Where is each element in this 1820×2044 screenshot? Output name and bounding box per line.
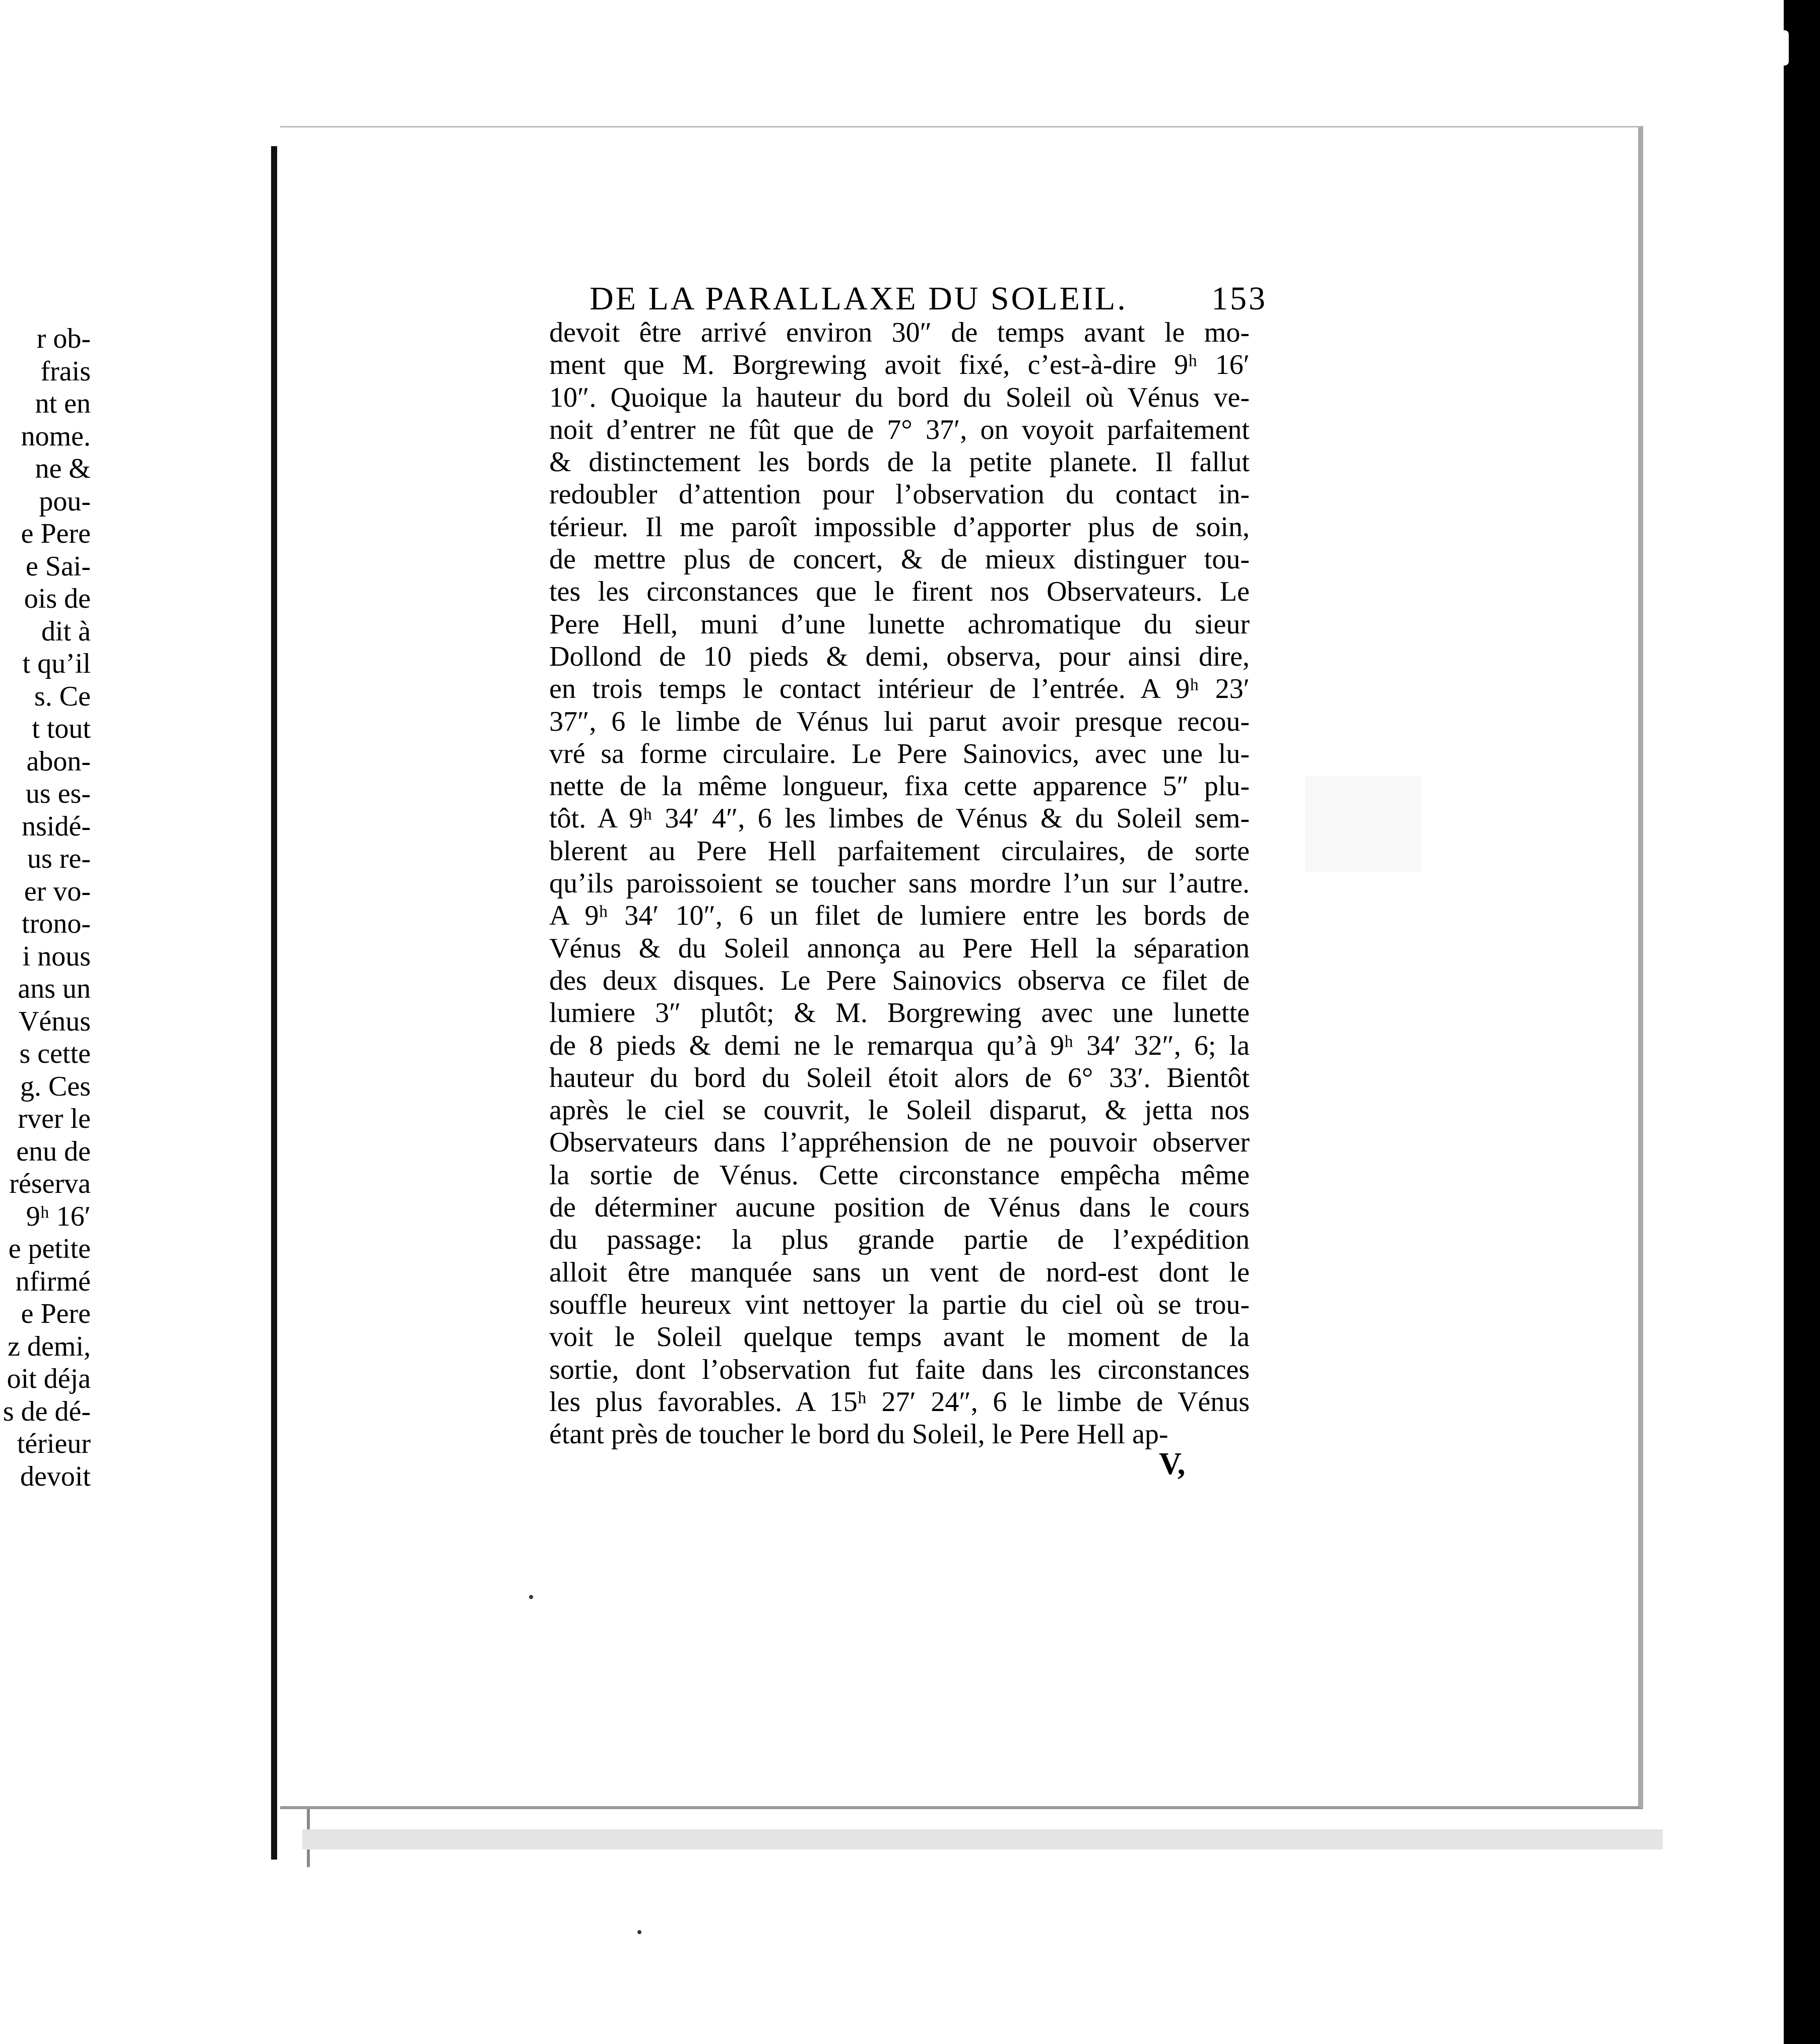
text-line: ment que M. Borgrewing avoit fixé, c’est-à-dire 9ʰ 16′ [549, 349, 1250, 381]
left-page-line: enu de [16, 1135, 91, 1167]
text-line: lumiere 3″ plutôt; & M. Borgrewing avec une lunette [549, 997, 1250, 1029]
text-line: de déterminer aucune position de Vénus dans le cours [549, 1192, 1250, 1224]
left-page-line: nfirmé [15, 1265, 91, 1297]
text-line: de 8 pieds & demi ne le remarqua qu’à 9ʰ 34′ 32″, 6; la [549, 1030, 1250, 1061]
left-page-line: i nous [22, 940, 91, 972]
left-page-line: t qu’il [22, 648, 91, 679]
text-line: en trois temps le contact intérieur de l’entrée. A 9ʰ 23′ [549, 673, 1250, 705]
text-line: A 9ʰ 34′ 10″, 6 un filet de lumiere entre les bords de [549, 900, 1250, 932]
left-page-line: r ob- [36, 323, 91, 354]
text-line: la sortie de Vénus. Cette circonstance empêcha même [549, 1159, 1250, 1191]
left-page-line: oit déja [7, 1363, 91, 1394]
left-page-line: Vénus [18, 1005, 91, 1037]
text-line: voit le Soleil quelque temps avant le moment de la [549, 1321, 1250, 1353]
left-page-line: abon- [26, 745, 91, 777]
left-page-line: t tout [32, 713, 91, 744]
show-through [1305, 776, 1421, 872]
left-page-line: e petite [8, 1233, 91, 1264]
text-line: tôt. A 9ʰ 34′ 4″, 6 les limbes de Vénus & du Soleil sem- [549, 803, 1250, 835]
text-line: 37″, 6 le limbe de Vénus lui parut avoir presque recou- [549, 706, 1250, 737]
left-page-line: e Sai- [25, 550, 91, 582]
left-page-line: g. Ces [20, 1070, 91, 1102]
left-page-line: réserva [9, 1168, 91, 1199]
text-line: étant près de toucher le bord du Soleil, le Pere Hell ap- [549, 1419, 1168, 1450]
left-page-line: pou- [39, 485, 91, 517]
left-page-line: rver le [18, 1103, 91, 1134]
text-line: après le ciel se couvrit, le Soleil disparut, & jetta nos [549, 1095, 1250, 1126]
signature-mark: V, [1159, 1447, 1186, 1481]
left-page-line: ans un [18, 973, 91, 1004]
text-line: souffle heureux vint nettoyer la partie du ciel où se trou- [549, 1289, 1250, 1320]
left-page-line: devoit [20, 1460, 91, 1492]
text-line: blerent au Pere Hell parfaitement circulaires, de sorte [549, 835, 1250, 867]
left-page-line: s de dé- [3, 1395, 91, 1427]
text-line: Vénus & du Soleil annonça au Pere Hell la séparation [549, 932, 1250, 964]
left-page-line: nt en [35, 388, 91, 419]
scan-border [1784, 0, 1820, 2044]
text-line: des deux disques. Le Pere Sainovics observa ce filet de [549, 965, 1250, 996]
text-line: Pere Hell, muni d’une lunette achromatique du sieur [549, 608, 1250, 640]
text-line: Observateurs dans l’appréhension de ne pouvoir observer [549, 1127, 1250, 1159]
left-page-line: z demi, [8, 1330, 91, 1362]
text-line: du passage: la plus grande partie de l’expédition [549, 1224, 1250, 1256]
text-line: vré sa forme circulaire. Le Pere Sainovics, avec une lu- [549, 738, 1250, 770]
text-line: qu’ils paroissoient se toucher sans mordre l’un sur l’autre. [549, 868, 1250, 900]
text-line: & distinctement les bords de la petite planete. Il fallut [549, 446, 1250, 478]
left-page-line: térieur [17, 1428, 91, 1459]
text-line: devoit être arrivé environ 30″ de temps avant le mo- [549, 317, 1250, 348]
text-line: noit d’entrer ne fût que de 7° 37′, on voyoit parfaitement [549, 414, 1250, 445]
left-page-line: us re- [27, 843, 91, 874]
text-line: redoubler d’attention pour l’observation du contact in- [549, 479, 1250, 510]
text-line: sortie, dont l’observation fut faite dans les circonstances [549, 1354, 1250, 1385]
running-head [590, 280, 1267, 320]
left-page-line: frais [40, 355, 91, 387]
left-page-text [0, 323, 91, 1493]
left-page-line: s cette [19, 1038, 91, 1069]
left-page-line: nsidé- [22, 810, 91, 842]
text-line: nette de la même longueur, fixa cette apparence 5″ plu- [549, 771, 1250, 802]
page-shadow [302, 1829, 1663, 1849]
left-page-line: us es- [25, 778, 91, 809]
text-line: les plus favorables. A 15ʰ 27′ 24″, 6 le limbe de Vénus [549, 1386, 1250, 1418]
page-number: 153 [1211, 280, 1267, 317]
running-head-title: DE LA PARALLAXE DU SOLEIL. [590, 280, 1128, 317]
left-page-line: nome. [21, 420, 91, 452]
left-page-line: ois de [24, 583, 91, 614]
left-page-line: trono- [22, 908, 91, 939]
text-line: hauteur du bord du Soleil étoit alors de 6° 33′. Bientôt [549, 1062, 1250, 1094]
text-line: Dollond de 10 pieds & demi, observa, pour ainsi dire, [549, 641, 1250, 672]
ink-speck [529, 1595, 533, 1599]
left-page-line: s. Ce [34, 680, 91, 712]
left-page-line: 9ʰ 16′ [26, 1200, 91, 1232]
body-text [549, 316, 1250, 1450]
left-page-line: er vo- [24, 875, 91, 907]
text-line: tes les circonstances que le firent nos Observateurs. Le [549, 576, 1250, 608]
left-page-line: ne & [35, 453, 91, 484]
left-page-line: dit à [41, 615, 91, 647]
text-line: 10″. Quoique la hauteur du bord du Soleil où Vénus ve- [549, 381, 1250, 413]
page-gutter [271, 146, 277, 1860]
text-line: alloit être manquée sans un vent de nord-est dont le [549, 1256, 1250, 1288]
left-page-line: e Pere [21, 1298, 91, 1329]
text-line: térieur. Il me paroît impossible d’apporter plus de soin, [549, 511, 1250, 543]
ink-speck [637, 1930, 641, 1934]
facing-page-left [0, 144, 310, 1867]
left-page-line: e Pere [21, 518, 91, 549]
corner-mark [1779, 30, 1789, 66]
text-line: de mettre plus de concert, & de mieux distinguer tou- [549, 544, 1250, 576]
